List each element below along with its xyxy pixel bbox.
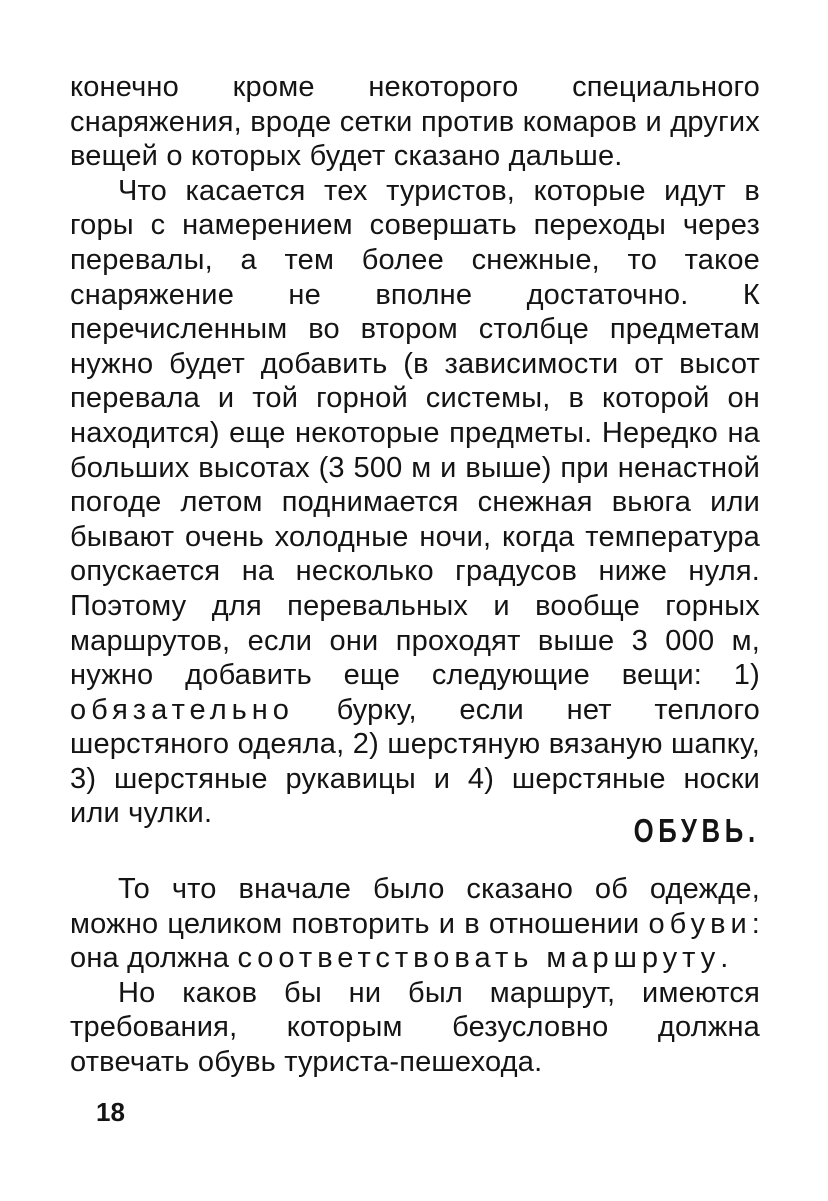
paragraph-mountain-tourists — [70, 174, 760, 831]
paragraph-text-part: . — [720, 942, 729, 975]
paragraph-text-part: То что вначале было сказано об одежде, можно целиком повторить и в отношении — [70, 873, 760, 940]
paragraph-continuation: конечно кроме некоторого специального снаряжения, вроде сетки против комаров и других вещей о которых будет сказано дальше. — [70, 71, 760, 173]
paragraph-footwear-intro — [70, 872, 760, 976]
footwear-section — [70, 872, 760, 1080]
paragraph-text-part: Что касается тех туристов, которые идут в горы с намерением совершать переходы через перевалы, а тем более снежные, то такое снаряжение не вполне достаточно. К перечисленным во втором столбце предметам нужно будет добавить (в зависимости от высот перевала и той горной системы, в которой он находится) еще некоторые предметы. Нередко на больших высотах (3 500 м и выше) при ненастной погоде летом поднимается снежная вьюга или бывают очень холодные ночи, когда температура опускается на несколько градусов ниже нуля. Поэтому для перевальных и вообще горных маршрутов, если они проходят выше 3 000 м, нужно добавить еще следующие вещи: 1) — [70, 174, 760, 692]
emphasis-match-route: соответствовать маршруту — [237, 942, 721, 975]
page-number: 18 — [96, 1097, 125, 1127]
emphasis-obligatory: обязательно — [70, 693, 294, 726]
paragraph-text-part: : она должна — [70, 907, 760, 975]
emphasis-footwear: обуви — [648, 907, 752, 940]
body-text — [70, 70, 760, 831]
section-heading: ОБУВЬ. — [633, 812, 760, 849]
paragraph-footwear-requirements: Но каков бы ни был маршрут, имеются требования, которым безусловно должна отвечать обувь туриста-пешехода. — [70, 976, 760, 1078]
paragraph-text-part: бурку, если нет теплого шерстяного одеяла, 2) шерстяную вязаную шапку, 3) шерстяные рукавицы и 4) шерстяные носки или чулки. — [70, 693, 760, 830]
